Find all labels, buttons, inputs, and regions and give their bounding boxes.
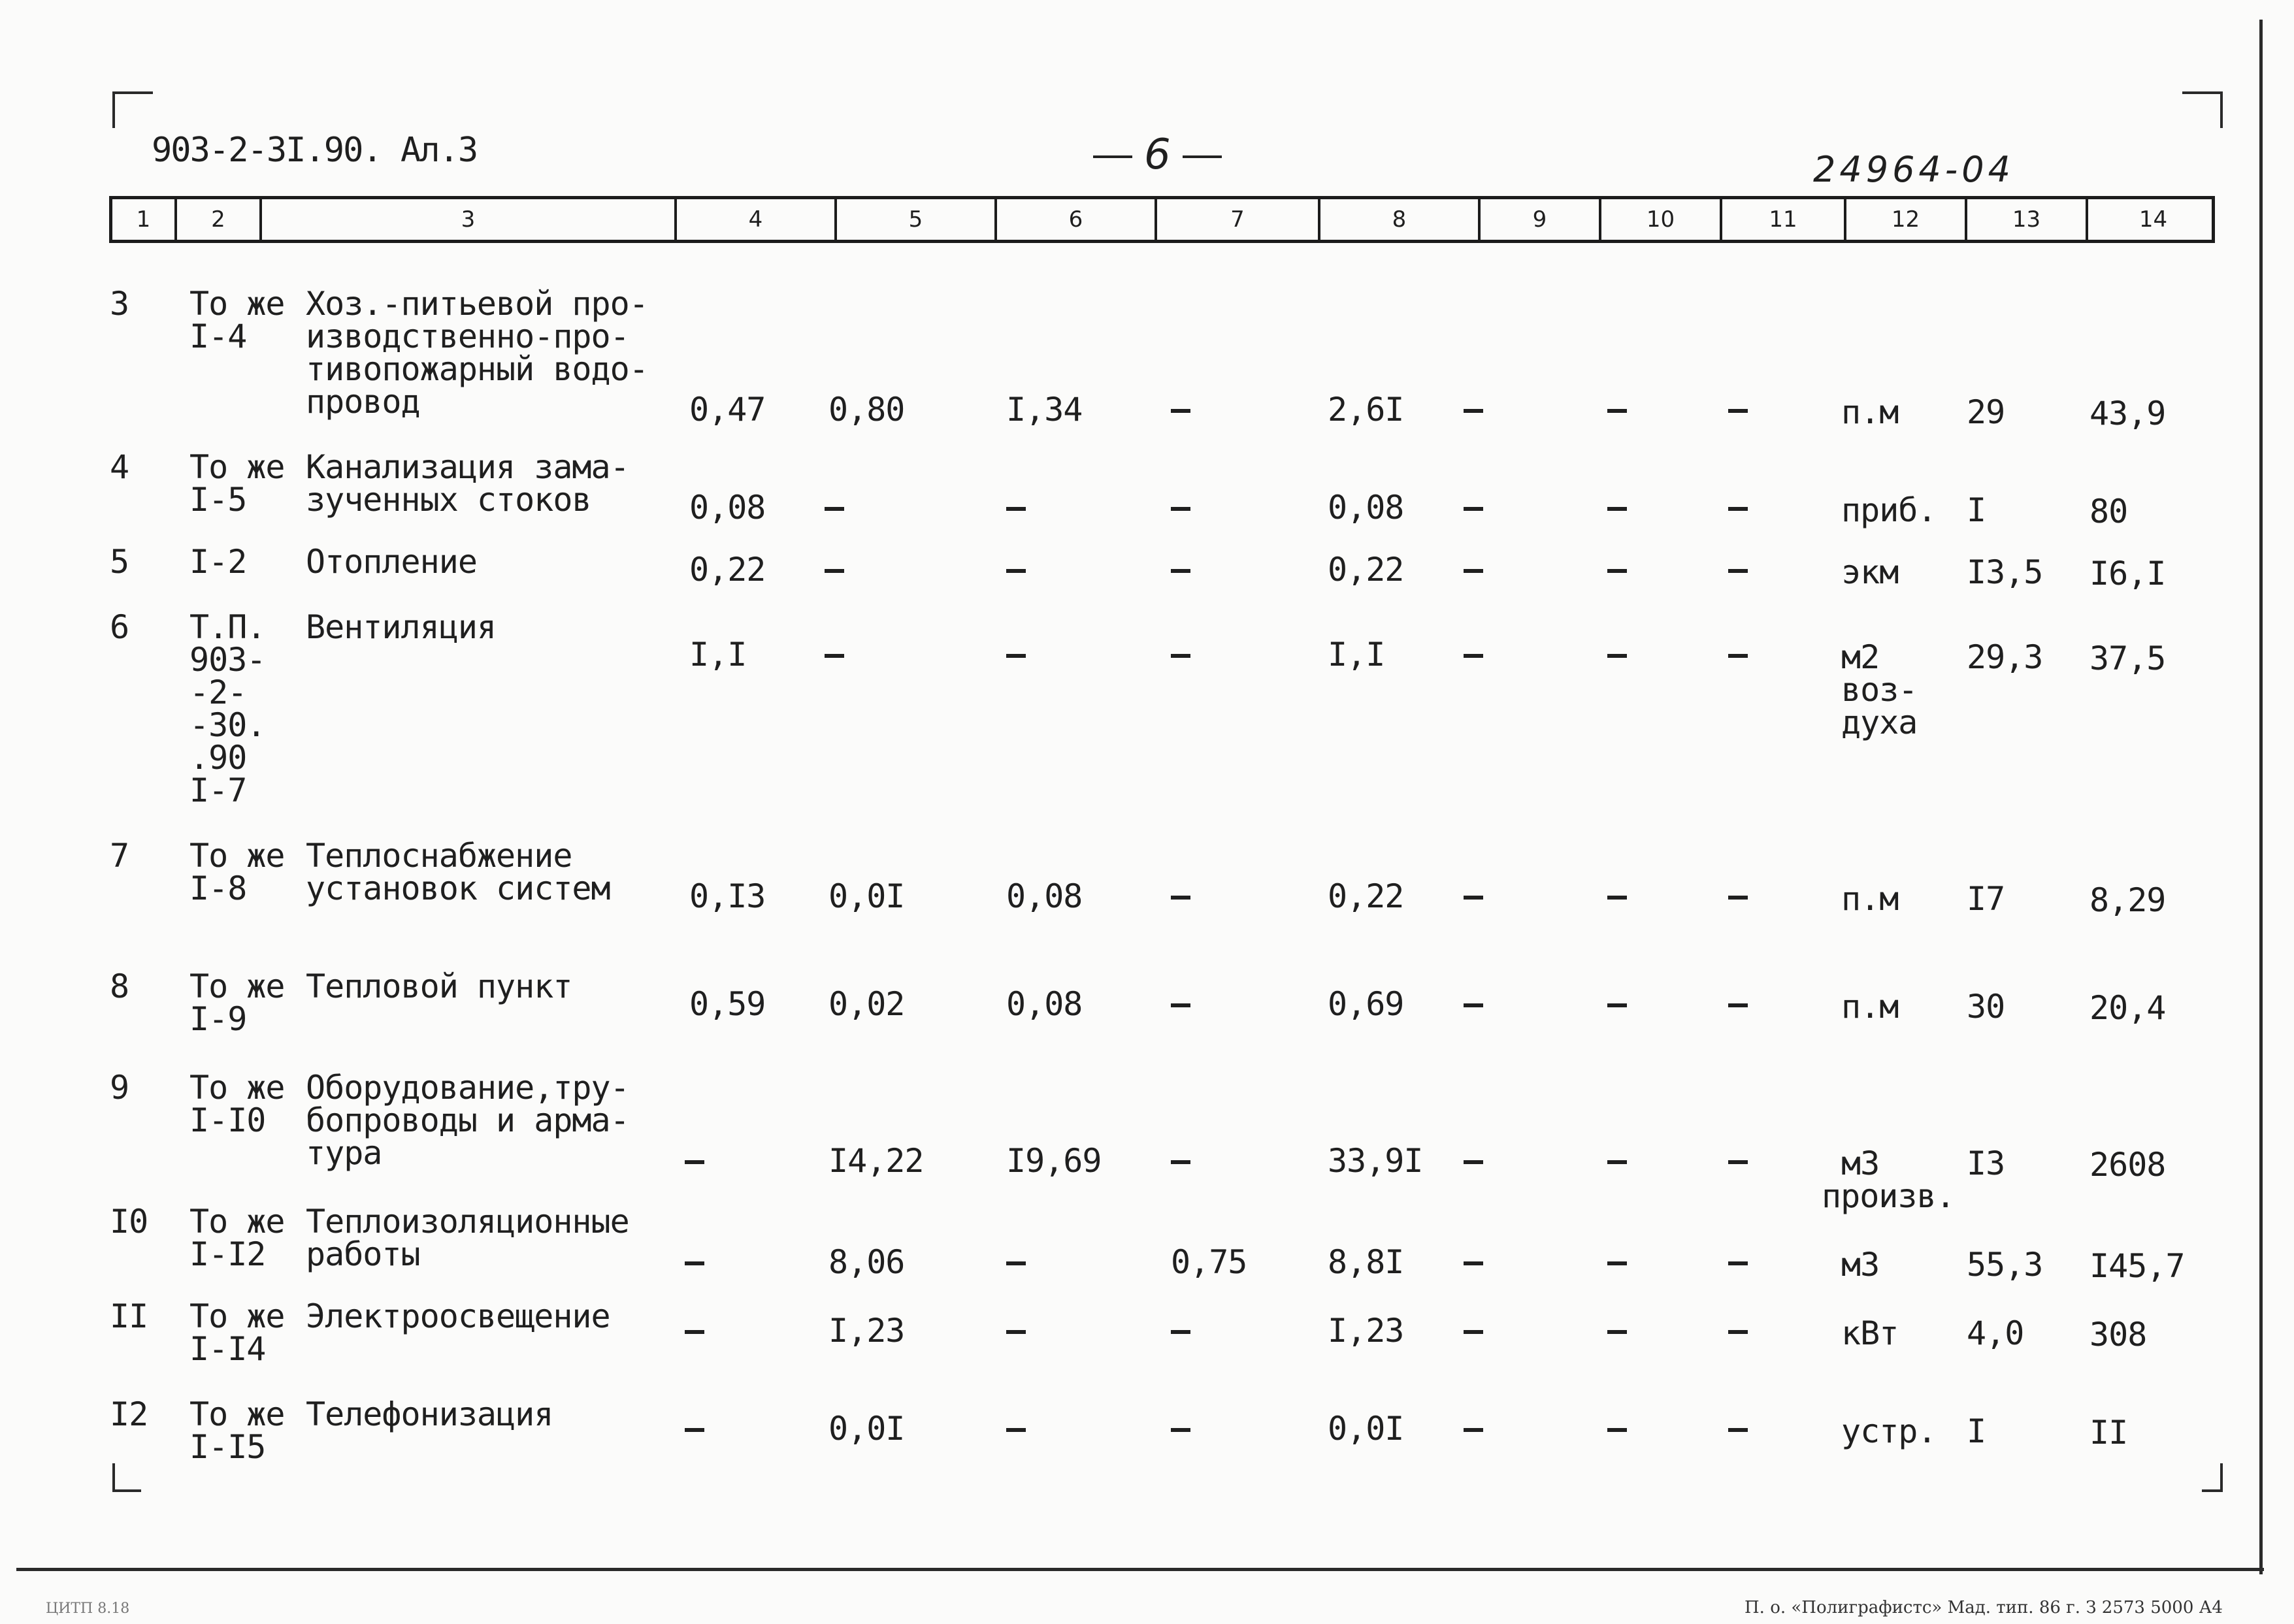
dash-cell-c7 [1171, 1160, 1190, 1164]
value-cell-c5: 0,80 [828, 391, 905, 429]
value-cell-c14: II [2089, 1414, 2128, 1452]
unit-cell: п.м [1841, 988, 1899, 1026]
dash-cell-c6 [1006, 654, 1026, 658]
row-reference: -2- [189, 674, 247, 711]
dash-cell-c9 [1464, 409, 1483, 413]
row-reference: Т.П. [189, 608, 266, 646]
row-work-name: Хоз.-питьевой про- [306, 285, 648, 323]
row-number: II [110, 1297, 148, 1335]
dash-cell-c11 [1728, 1428, 1748, 1432]
unit-cell: м2 [1841, 638, 1880, 676]
frame-line-right [2259, 20, 2263, 1574]
row-work-name: изводственно-про- [306, 317, 629, 355]
column-header-8: 8 [1318, 199, 1478, 240]
row-reference: -30. [189, 706, 266, 744]
dash-cell-c10 [1607, 507, 1627, 511]
corner-mark-bottom-left [112, 1463, 141, 1492]
column-header-11: 11 [1720, 199, 1844, 240]
corner-mark-bottom-right [2202, 1463, 2223, 1492]
column-header-10: 10 [1599, 199, 1720, 240]
value-cell-c5: I4,22 [828, 1142, 924, 1180]
page-number [1081, 131, 1234, 179]
value-cell-c8: 0,08 [1328, 489, 1404, 527]
row-reference: I-I2 [189, 1235, 266, 1273]
value-cell-c6: 0,08 [1006, 985, 1083, 1023]
unit-cell: воз- [1841, 671, 1918, 709]
unit-cell: п.м [1841, 393, 1899, 431]
value-cell-c14: 80 [2089, 493, 2128, 530]
unit-cell: м3 [1841, 1145, 1880, 1182]
dash-cell-c7 [1171, 1330, 1190, 1334]
value-cell-c5: 0,02 [828, 985, 905, 1023]
row-reference: I-9 [189, 1000, 247, 1038]
row-reference: То же [189, 1395, 285, 1433]
row-reference: .90 [189, 739, 247, 777]
dash-cell-c11 [1728, 896, 1748, 900]
row-work-name: Электроосвещение [306, 1297, 610, 1335]
dash-cell-c6 [1006, 507, 1026, 511]
row-work-name: Канализация зама- [306, 448, 629, 486]
value-cell-c14: 20,4 [2089, 989, 2166, 1027]
dash-cell-c9 [1464, 507, 1483, 511]
value-cell-c4: 0,47 [689, 391, 766, 429]
unit-cell: кВт [1841, 1314, 1899, 1352]
row-reference: I-7 [189, 771, 247, 809]
dash-cell-c4 [685, 1330, 704, 1334]
dash-cell-c9 [1464, 1428, 1483, 1432]
row-reference: I-8 [189, 869, 247, 907]
row-number: 7 [110, 837, 129, 875]
dash-cell-c9 [1464, 654, 1483, 658]
value-cell-c6: I,34 [1006, 391, 1083, 429]
column-header-4: 4 [674, 199, 834, 240]
row-reference: I-2 [189, 543, 247, 581]
unit-cell: приб. [1841, 491, 1937, 529]
value-cell-c8: 0,22 [1328, 551, 1404, 589]
column-header-3: 3 [259, 199, 674, 240]
row-reference: I-I4 [189, 1330, 266, 1368]
page-number-value: 6 [1144, 131, 1171, 179]
row-work-name: тура [306, 1134, 382, 1172]
value-cell-c14: I45,7 [2089, 1247, 2185, 1285]
dash-cell-c5 [825, 654, 844, 658]
row-work-name: Вентиляция [306, 608, 497, 646]
value-cell-c8: 0,69 [1328, 985, 1404, 1023]
unit-cell: устр. [1841, 1412, 1937, 1450]
value-cell-c14: I6,I [2089, 555, 2166, 593]
row-reference: То же [189, 837, 285, 875]
row-number: 6 [110, 608, 129, 646]
dash-cell-c4 [685, 1428, 704, 1432]
dash-cell-c9 [1464, 569, 1483, 573]
value-cell-c13: I3,5 [1967, 553, 2043, 591]
row-work-name: бопроводы и арма- [306, 1101, 629, 1139]
value-cell-c13: 29 [1967, 393, 2005, 431]
value-cell-c8: I,I [1328, 636, 1385, 674]
value-cell-c8: 8,8I [1328, 1243, 1404, 1281]
row-reference: То же [189, 448, 285, 486]
row-number: I2 [110, 1395, 148, 1433]
value-cell-c6: I9,69 [1006, 1142, 1102, 1180]
dash-cell-c11 [1728, 654, 1748, 658]
value-cell-c14: 8,29 [2089, 881, 2166, 919]
row-work-name: работы [306, 1235, 420, 1273]
value-cell-c6: 0,08 [1006, 877, 1083, 915]
row-work-name: провод [306, 383, 420, 421]
value-cell-c4: 0,22 [689, 551, 766, 589]
corner-mark-top-left [112, 91, 153, 128]
value-cell-c14: 37,5 [2089, 640, 2166, 677]
row-work-name: Тепловой пункт [306, 967, 572, 1005]
row-reference: То же [189, 1203, 285, 1241]
unit-cell: произв. [1822, 1177, 1955, 1215]
row-work-name: зученных стоков [306, 481, 591, 519]
dash-cell-c7 [1171, 1428, 1190, 1432]
value-cell-c4: 0,59 [689, 985, 766, 1023]
dash-cell-c7 [1171, 896, 1190, 900]
value-cell-c13: I [1967, 491, 1986, 529]
dash-cell-c11 [1728, 1160, 1748, 1164]
dash-cell-c10 [1607, 1003, 1627, 1007]
column-header-5: 5 [834, 199, 994, 240]
value-cell-c5: 0,0I [828, 877, 905, 915]
dash-cell-c6 [1006, 1428, 1026, 1432]
dash-cell-c7 [1171, 1003, 1190, 1007]
value-cell-c8: 0,22 [1328, 877, 1404, 915]
value-cell-c4: 0,I3 [689, 877, 766, 915]
dash-cell-c9 [1464, 1261, 1483, 1265]
value-cell-c14: 308 [2089, 1316, 2147, 1354]
row-reference: То же [189, 1069, 285, 1107]
dash-cell-c9 [1464, 896, 1483, 900]
dash-cell-c9 [1464, 1330, 1483, 1334]
value-cell-c8: 33,9I [1328, 1142, 1423, 1180]
dash-cell-c10 [1607, 1330, 1627, 1334]
row-work-name: Теплоснабжение [306, 837, 572, 875]
page-number-dash-left [1093, 155, 1132, 158]
footer-printer-info: П. о. «Полиграфистс» Мад. тип. 86 г. З 2573 5000 А4 [1745, 1598, 2223, 1617]
value-cell-c8: I,23 [1328, 1312, 1404, 1350]
dash-cell-c10 [1607, 409, 1627, 413]
row-number: 9 [110, 1069, 129, 1107]
page-number-dash-right [1183, 155, 1222, 158]
column-header-7: 7 [1155, 199, 1318, 240]
unit-cell: м3 [1841, 1246, 1880, 1284]
value-cell-c4: 0,08 [689, 489, 766, 527]
row-reference: I-5 [189, 481, 247, 519]
value-cell-c5: 8,06 [828, 1243, 905, 1281]
row-reference: I-4 [189, 317, 247, 355]
column-header-13: 13 [1965, 199, 2086, 240]
value-cell-c13: 30 [1967, 988, 2005, 1026]
column-header-1: 1 [136, 206, 151, 233]
value-cell-c13: I [1967, 1412, 1986, 1450]
value-cell-c8: 2,6I [1328, 391, 1404, 429]
value-cell-c5: 0,0I [828, 1410, 905, 1448]
dash-cell-c11 [1728, 409, 1748, 413]
dash-cell-c11 [1728, 1261, 1748, 1265]
column-header-2: 2 [174, 199, 259, 240]
row-work-name: Отопление [306, 543, 477, 581]
row-reference: I-I5 [189, 1428, 266, 1466]
row-work-name: тивопожарный водо- [306, 350, 648, 388]
dash-cell-c10 [1607, 569, 1627, 573]
dash-cell-c11 [1728, 1003, 1748, 1007]
dash-cell-c4 [685, 1261, 704, 1265]
dash-cell-c10 [1607, 1428, 1627, 1432]
frame-line-bottom [16, 1568, 2264, 1571]
unit-cell: духа [1841, 704, 1918, 741]
dash-cell-c6 [1006, 1261, 1026, 1265]
row-work-name: установок систем [306, 869, 610, 907]
value-cell-c13: I7 [1967, 880, 2005, 918]
row-number: 5 [110, 543, 129, 581]
corner-mark-top-right [2182, 91, 2223, 128]
unit-cell: п.м [1841, 880, 1899, 918]
dash-cell-c5 [825, 507, 844, 511]
dash-cell-c11 [1728, 507, 1748, 511]
row-number: 8 [110, 967, 129, 1005]
dash-cell-c7 [1171, 409, 1190, 413]
column-number-header [109, 196, 2215, 243]
dash-cell-c9 [1464, 1160, 1483, 1164]
column-header-12: 12 [1844, 199, 1965, 240]
row-reference: То же [189, 1297, 285, 1335]
dash-cell-c10 [1607, 896, 1627, 900]
dash-cell-c10 [1607, 1160, 1627, 1164]
row-work-name: Оборудование,тру- [306, 1069, 629, 1107]
row-reference: То же [189, 967, 285, 1005]
value-cell-c5: I,23 [828, 1312, 905, 1350]
document-code: 903-2-3I.90. Ал.3 [152, 131, 478, 170]
registration-number: 24964-04 [1813, 149, 2014, 190]
dash-cell-c10 [1607, 654, 1627, 658]
dash-cell-c11 [1728, 569, 1748, 573]
footer-left-code: ЦИТП 8.18 [46, 1600, 130, 1617]
dash-cell-c5 [825, 569, 844, 573]
dash-cell-c9 [1464, 1003, 1483, 1007]
dash-cell-c11 [1728, 1330, 1748, 1334]
dash-cell-c7 [1171, 654, 1190, 658]
value-cell-c14: 2608 [2089, 1146, 2166, 1184]
unit-cell: экм [1841, 553, 1899, 591]
dash-cell-c4 [685, 1160, 704, 1164]
row-number: 3 [110, 285, 129, 323]
value-cell-c14: 43,9 [2089, 395, 2166, 432]
value-cell-c13: 55,3 [1967, 1246, 2043, 1284]
column-header-6: 6 [994, 199, 1155, 240]
row-work-name: Теплоизоляционные [306, 1203, 629, 1241]
row-number: I0 [110, 1203, 148, 1241]
dash-cell-c7 [1171, 507, 1190, 511]
value-cell-c7: 0,75 [1171, 1243, 1247, 1281]
row-reference: I-I0 [189, 1101, 266, 1139]
value-cell-c8: 0,0I [1328, 1410, 1404, 1448]
row-number: 4 [110, 448, 129, 486]
value-cell-c4: I,I [689, 636, 747, 674]
dash-cell-c10 [1607, 1261, 1627, 1265]
column-header-14: 14 [2086, 199, 2218, 240]
dash-cell-c7 [1171, 569, 1190, 573]
value-cell-c13: I3 [1967, 1145, 2005, 1182]
row-work-name: Телефонизация [306, 1395, 553, 1433]
dash-cell-c6 [1006, 1330, 1026, 1334]
row-reference: То же [189, 285, 285, 323]
row-reference: 903- [189, 641, 266, 679]
value-cell-c13: 4,0 [1967, 1314, 2024, 1352]
column-header-9: 9 [1478, 199, 1599, 240]
dash-cell-c6 [1006, 569, 1026, 573]
value-cell-c13: 29,3 [1967, 638, 2043, 676]
